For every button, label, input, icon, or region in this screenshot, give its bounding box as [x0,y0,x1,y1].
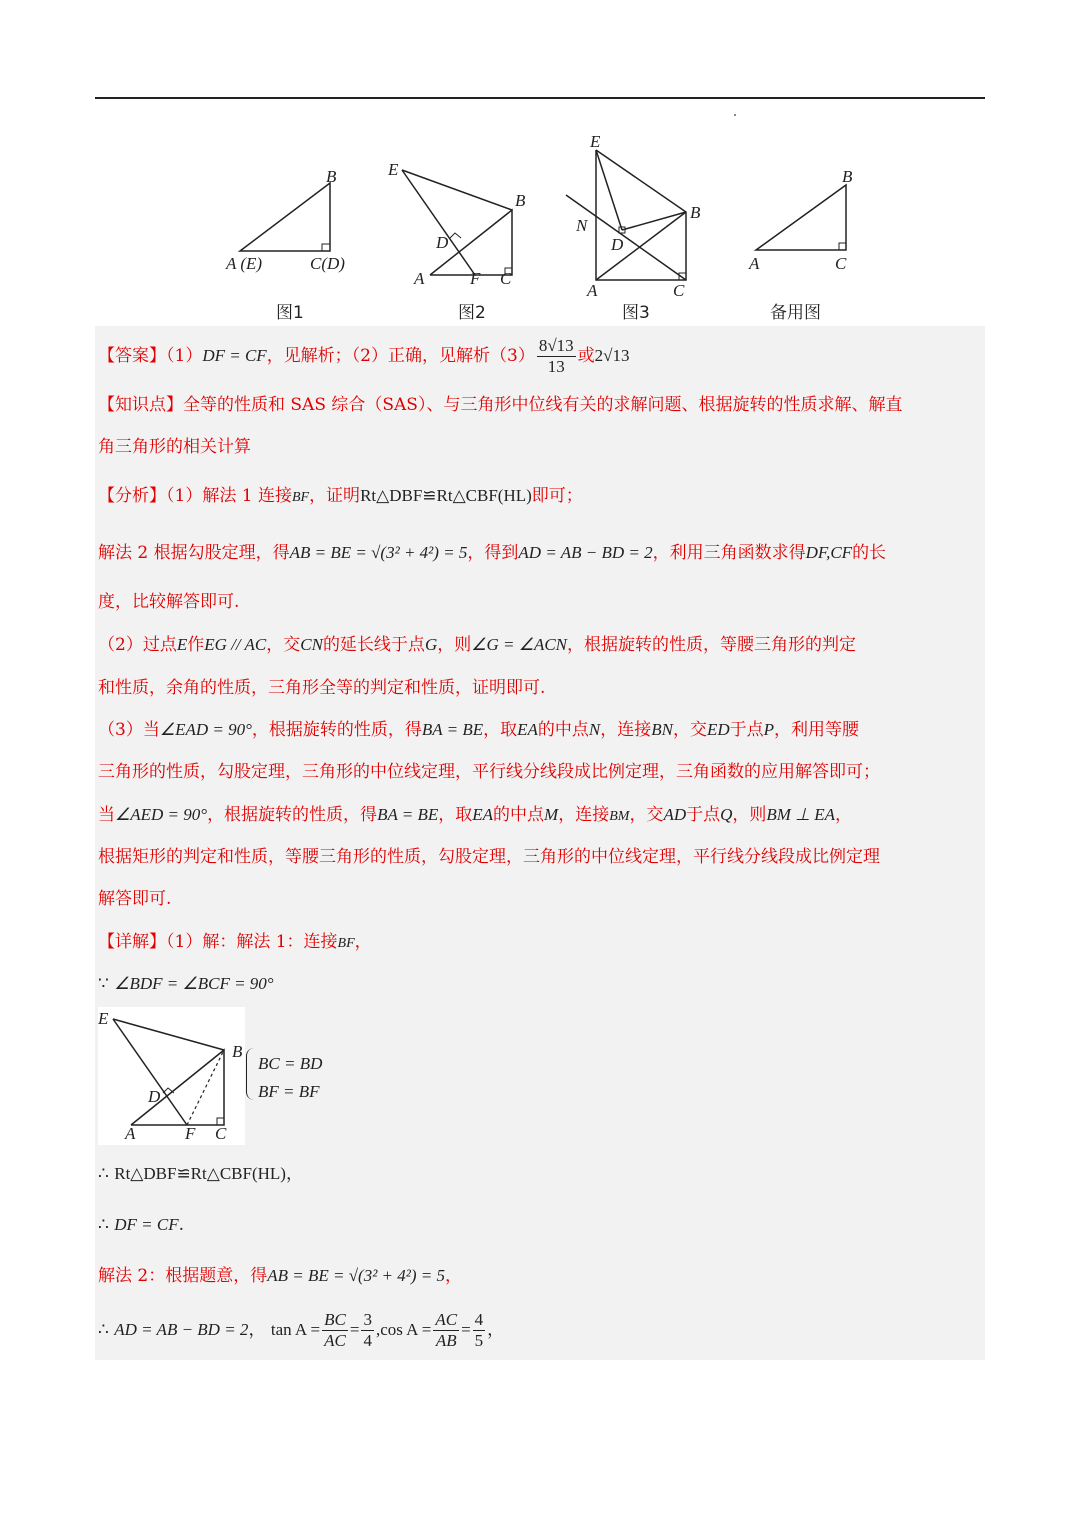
fig2-label-C: C [500,269,512,288]
detail-figure [98,1007,245,1145]
header-rule [95,97,985,99]
speck [734,114,736,116]
detail-line-6: ∴ AD = AB − BD = 2， tan A = $\frac{BC}{AC}$ = $\frac{3}{4}$ ,cos A = $\frac{AC}{AB}$ = $\frac{4}{5}$ ， [98,1310,505,1350]
analysis-line-7: 三角形的性质，勾股定理，三角形的中位线定理，平行线分线段成比例定理，三角函数的应用解答即可； [98,762,880,782]
detail-label-D: D [148,1087,161,1106]
answer-fraction: $\frac{8√13}{13}$ [538,336,574,376]
spare-triangle [756,185,846,250]
fig3-quadrilateral [596,150,686,280]
spare-label-A: A [749,254,760,273]
fig2-label-B: B [515,191,526,210]
fig3-label-N: N [576,216,588,235]
fig2-segment-ef [402,170,475,275]
fig2-right-angle-d [450,233,461,238]
analysis-tag: 【分析】 [98,486,166,506]
answer-math-1: DF = CF [202,346,267,365]
fig3-segment-db [622,212,686,230]
fig2-segment-eb [402,170,512,210]
detail-line-2: ∵ ∠BDF = ∠BCF = 90° [98,974,274,994]
detail-label-B: B [232,1042,243,1061]
knowledge-line-2: 角三角形的相关计算 [98,437,251,457]
detail-label-C: C [215,1124,227,1143]
analysis-line-3: 度，比较解答即可. [98,592,240,612]
detail-line-3: ∴ Rt△DBF≌Rt△CBF(HL)， [98,1164,303,1184]
fig1-right-angle [322,244,330,251]
fig1-label-B: B [326,167,337,186]
analysis-line-2: 解法 2 根据勾股定理，得AB = BE = √(3² + 4²) = 5，得到AD = AB − BD = 2，利用三角函数求得DF,CF的长 [98,543,887,563]
answer-line: 【答案】（1）DF = CF，见解析；（2）正确，见解析（3） $\frac{8√13}{13}$ 或2√13 [98,336,630,376]
detail-tag: 【详解】 [98,932,166,952]
analysis-line-6: （3）当∠EAD = 90°，根据旋转的性质，得BA = BE，取EA的中点N，连接BN，交ED于点P，利用等腰 [98,720,860,740]
spare-label-B: B [842,167,853,186]
solution-panel [95,326,985,1360]
analysis-line-10: 解答即可. [98,889,172,909]
analysis-line-4: （2）过点E作EG // AC，交CN的延长线于点G，则∠G = ∠ACN，根据旋转的性质，等腰三角形的判定 [98,635,857,655]
fig2-label-D: D [436,233,449,252]
detail-triangle-abc [131,1050,224,1125]
analysis-line-8: 当∠AED = 90°，根据旋转的性质，得BA = BE，取EA的中点M，连接BM，交AD于点Q，则BM ⊥ EA， [98,805,853,825]
caption-fig1: 图1 [276,303,304,323]
detail-segment-bf-dashed [187,1050,224,1125]
analysis-line-9: 根据矩形的判定和性质，等腰三角形的性质，勾股定理，三角形的中位线定理，平行线分线段成比例定理 [98,847,880,867]
fig1-label-A: A (E) [226,254,263,273]
detail-line-4: ∴ DF = CF. [98,1215,184,1235]
figures-svg [0,130,1080,330]
caption-fig2: 图2 [458,303,486,323]
detail-label-E: E [98,1009,109,1028]
fig3-segment-ed [596,150,622,230]
fig3-label-E: E [590,132,601,151]
system-brace [246,1048,255,1100]
spare-label-C: C [835,254,847,273]
equation-system: BC = BD BF = BF [258,1054,323,1101]
detail-figure-svg [98,1007,245,1145]
therefore-symbol: ∴ [98,1164,109,1184]
analysis-line-1: 【分析】（1）解法 1 连接BF，证明Rt△DBF≌Rt△CBF(HL)即可； [98,486,583,506]
detail-line-1: 【详解】（1）解：解法 1：连接BF， [98,932,372,952]
detail-line-5: 解法 2：根据题意，得AB = BE = √(3² + 4²) = 5， [98,1266,463,1286]
caption-fig3: 图3 [622,303,650,323]
figure-spare [748,167,853,273]
fig3-segment-nc [566,195,686,280]
fig3-label-C: C [673,281,685,300]
figures-row [0,130,1080,330]
analysis-line-5: 和性质，余角的性质，三角形全等的判定和性质，证明即可. [98,678,546,698]
fig1-triangle [240,183,330,251]
knowledge-line-1: 【知识点】全等的性质和 SAS 综合（SAS）、与三角形中位线有关的求解问题、根据旋转的性质求解、解直 [98,395,903,415]
figure-1 [225,167,345,273]
knowledge-tag: 【知识点】 [98,395,183,415]
fig2-label-A: A [414,269,425,288]
detail-label-F: F [185,1124,196,1143]
fig3-label-A: A [587,281,598,300]
fig3-label-D: D [611,235,624,254]
because-symbol: ∵ [98,974,109,994]
spare-right-angle [839,243,846,250]
fig1-label-C: C(D) [310,254,345,273]
fig2-label-F: F [470,269,481,288]
fig2-label-E: E [388,160,399,179]
fig3-label-B: B [690,203,701,222]
answer-math-2: 2√13 [594,346,630,365]
figure-2 [387,160,526,288]
figure-3 [566,132,701,300]
caption-spare: 备用图 [770,303,821,323]
detail-label-A: A [125,1124,136,1143]
answer-tag: 【答案】 [98,346,166,366]
detail-segment-eb [113,1019,224,1050]
